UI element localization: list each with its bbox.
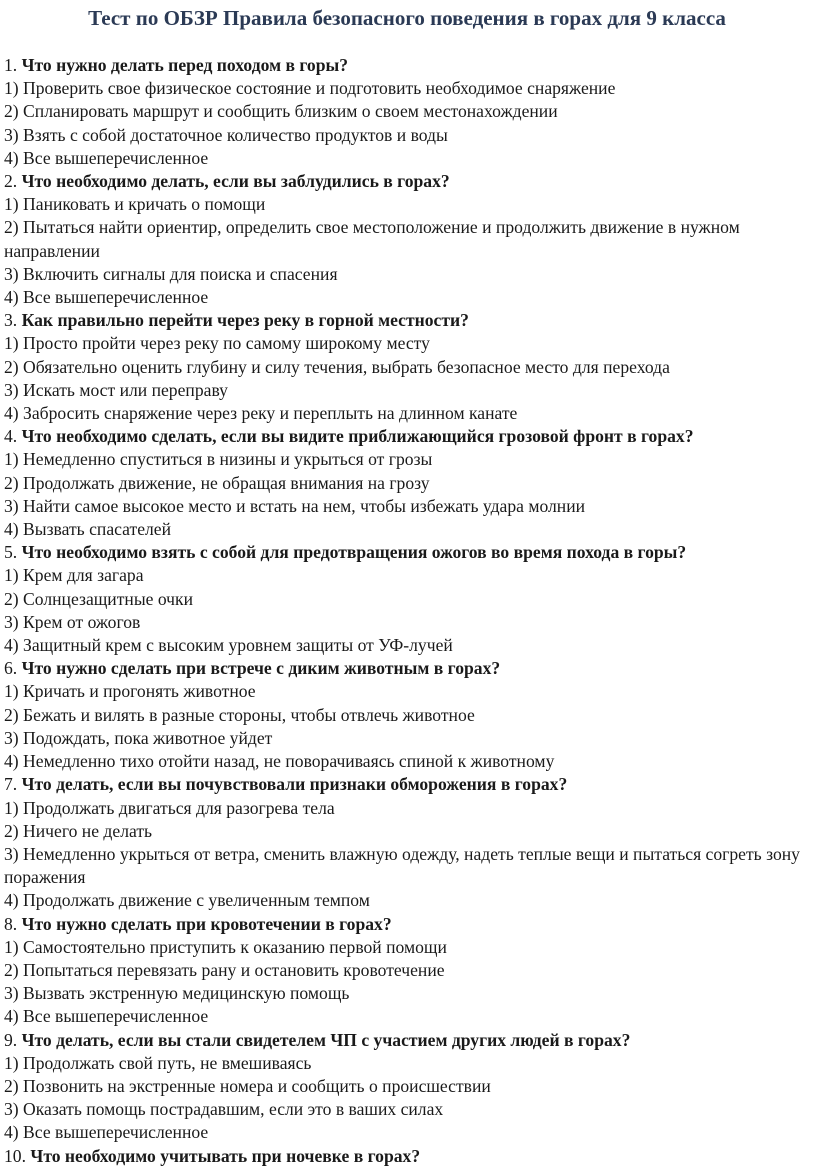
question-block [4,541,810,657]
question-list [4,54,810,1168]
question-number: 10. [4,1145,26,1166]
answer-option: 4) Все вышеперечисленное [4,287,209,308]
question-number: 5. [4,542,18,563]
answer-option: 2) Позвонить на экстренные номера и сообщить о происшествии [4,1075,491,1096]
answer-option: 2) Продолжать движение, не обращая внимания на грозу [4,472,430,493]
answer-option: 2) Попытаться перевязать рану и остановить кровотечение [4,959,445,980]
answer-option: 2) Пытаться найти ориентир, определить свое местоположение и продолжить движение в нужном направлении [4,217,740,261]
question-block [4,1145,810,1168]
question-block [4,309,810,425]
answer-option: 4) Защитный крем с высоким уровнем защиты от УФ-лучей [4,635,453,656]
question-number: 8. [4,913,18,934]
answer-option: 1) Самостоятельно приступить к оказанию первой помощи [4,936,447,957]
question-line [4,1145,810,1168]
answer-option: 4) Все вышеперечисленное [4,147,209,168]
answer-option: 4) Все вышеперечисленное [4,1122,209,1143]
answer-option: 3) Подождать, пока животное уйдет [4,727,273,748]
answer-option: 2) Обязательно оценить глубину и силу течения, выбрать безопасное место для перехода [4,356,670,377]
question-text: Что нужно делать перед походом в горы? [21,55,349,75]
question-text: Что делать, если вы стали свидетелем ЧП с участием других людей в горах? [21,1029,631,1050]
question-text: Что делать, если вы почувствовали признаки обморожения в горах? [21,774,568,795]
question-line [4,773,810,796]
answer-option: 3) Оказать помощь пострадавшим, если это в ваших силах [4,1099,444,1120]
answer-option: 2) Солнцезащитные очки [4,588,193,609]
question-line [4,913,810,936]
answer-option: 4) Все вышеперечисленное [4,1006,209,1027]
answer-option: 3) Взять с собой достаточное количество продуктов и воды [4,124,448,145]
question-line [4,54,810,77]
question-line [4,1029,810,1052]
question-text: Что необходимо учитывать при ночевке в горах? [30,1145,421,1166]
question-block [4,425,810,541]
question-text: Что нужно сделать при кровотечении в горах? [21,913,392,934]
question-line [4,170,810,193]
question-number: 1. [4,55,18,75]
question-line [4,657,810,680]
question-text: Что нужно сделать при встрече с диким животным в горах? [21,658,501,679]
question-number: 4. [4,426,18,447]
answer-option: 4) Немедленно тихо отойти назад, не поворачиваясь спиной к животному [4,751,555,772]
question-block [4,913,810,1029]
question-line [4,425,810,448]
document-title: Тест по ОБЗР Правила безопасного поведения в горах для 9 класса [88,6,726,30]
question-number: 7. [4,774,18,795]
answer-option: 3) Немедленно укрыться от ветра, сменить влажную одежду, надеть теплые вещи и пытаться согреть зону поражения [4,843,800,888]
question-line [4,309,810,332]
question-block [4,170,810,309]
answer-option: 1) Паниковать и кричать о помощи [4,194,266,215]
question-number: 2. [4,171,18,192]
question-block [4,657,810,773]
answer-option: 3) Включить сигналы для поиска и спасения [4,263,338,284]
answer-option: 2) Спланировать маршрут и сообщить близким о своем местонахождении [4,101,558,122]
answer-option: 1) Кричать и прогонять животное [4,681,256,702]
question-text: Что необходимо взять с собой для предотвращения ожогов во время похода в горы? [21,542,687,563]
answer-option: 3) Искать мост или переправу [4,379,228,400]
answer-option: 1) Крем для загара [4,565,144,586]
answer-option: 3) Найти самое высокое место и встать на нем, чтобы избежать удара молнии [4,495,586,516]
answer-option: 2) Ничего не делать [4,820,153,841]
question-block [4,773,810,912]
question-number: 3. [4,310,18,331]
question-number: 9. [4,1029,18,1050]
question-line [4,541,810,564]
answer-option: 1) Проверить свое физическое состояние и подготовить необходимое снаряжение [4,78,616,99]
answer-option: 1) Продолжать свой путь, не вмешиваясь [4,1052,312,1073]
answer-option: 4) Забросить снаряжение через реку и переплыть на длинном канате [4,403,518,424]
question-number: 6. [4,658,18,679]
question-block [4,54,810,170]
answer-option: 2) Бежать и вилять в разные стороны, чтобы отвлечь животное [4,704,475,725]
answer-option: 1) Продолжать двигаться для разогрева тела [4,797,335,818]
answer-option: 4) Вызвать спасателей [4,519,172,540]
answer-option: 1) Просто пройти через реку по самому широкому месту [4,333,430,354]
question-text: Как правильно перейти через реку в горной местности? [21,310,469,331]
answer-option: 4) Продолжать движение с увеличенным темпом [4,890,370,911]
question-block [4,1029,810,1145]
answer-option: 1) Немедленно спуститься в низины и укрыться от грозы [4,449,433,470]
question-text: Что необходимо делать, если вы заблудились в горах? [21,171,450,192]
answer-option: 3) Вызвать экстренную медицинскую помощь [4,983,350,1004]
question-text: Что необходимо сделать, если вы видите приближающийся грозовой фронт в горах? [21,426,694,447]
answer-option: 3) Крем от ожогов [4,611,141,632]
